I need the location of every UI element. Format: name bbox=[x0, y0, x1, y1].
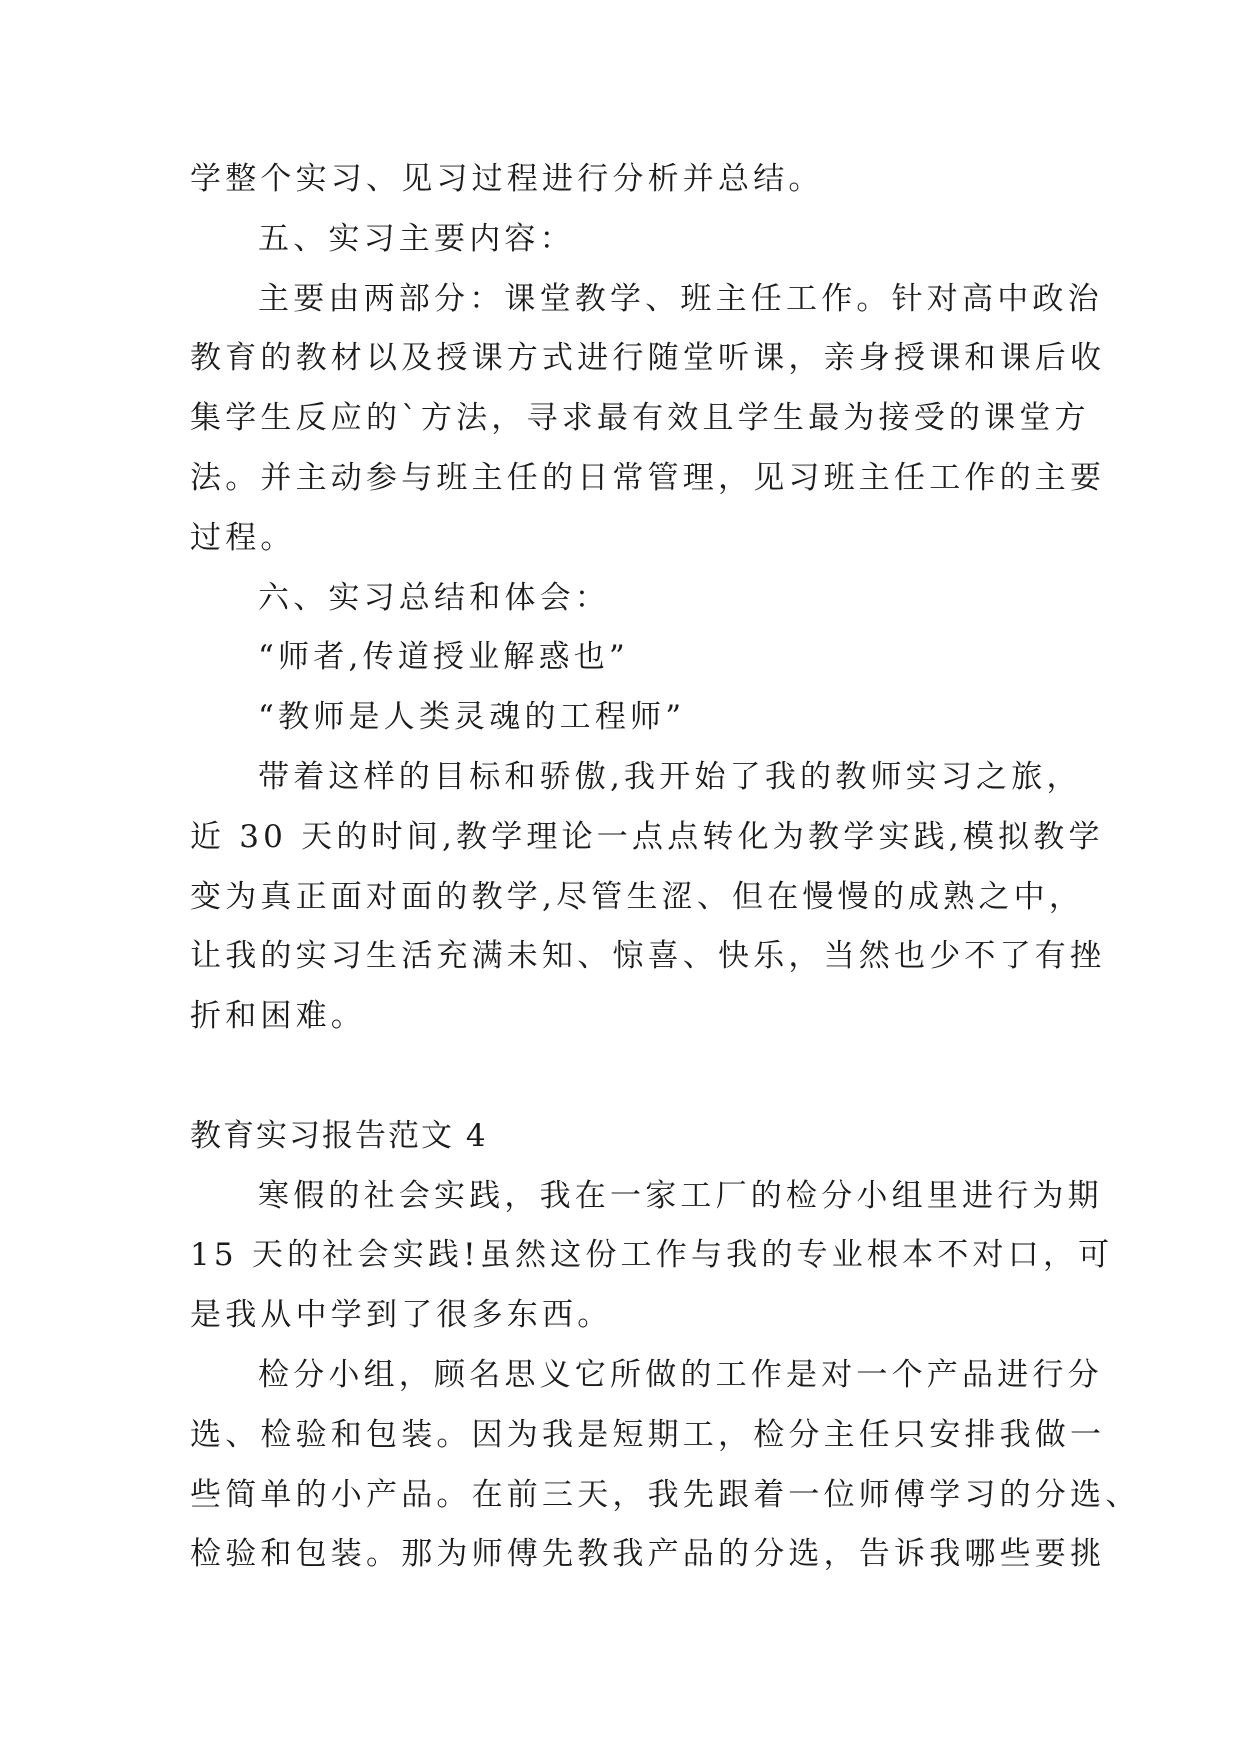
text-line: 选、检验和包装。因为我是短期工，检分主任只安排我做一 bbox=[190, 1416, 1106, 1453]
text-line: 带着这样的目标和骄傲,我开始了我的教师实习之旅， bbox=[258, 758, 1082, 795]
quote-line: “师者,传道授业解惑也” bbox=[258, 639, 629, 676]
text-line: 集学生反应的`方法，寻求最有效且学生最为接受的课堂方 bbox=[190, 400, 1090, 437]
document-body bbox=[190, 150, 1141, 1585]
section-heading-five: 五、实习主要内容： bbox=[258, 220, 575, 257]
text-line: 过程。 bbox=[190, 519, 296, 556]
text-line: 折和困难。 bbox=[190, 998, 366, 1035]
text-line: 些简单的小产品。在前三天，我先跟着一位师傅学习的分选、 bbox=[190, 1476, 1141, 1513]
text-line: 15 天的社会实践!虽然这份工作与我的专业根本不对口，可 bbox=[190, 1237, 1114, 1274]
section-spacer bbox=[190, 1047, 1060, 1107]
text-line: 变为真正面对面的教学,尽管生涩、但在慢慢的成熟之中， bbox=[190, 878, 1085, 915]
section-heading-six: 六、实习总结和体会： bbox=[258, 579, 610, 616]
text-line: 是我从中学到了很多东西。 bbox=[190, 1297, 613, 1334]
text-line: 主要由两部分：课堂教学、班主任工作。针对高中政治 bbox=[258, 280, 1103, 317]
article-title: 教育实习报告范文 4 bbox=[190, 1117, 488, 1154]
text-line: 近 30 天的时间,教学理论一点点转化为教学实践,模拟教学 bbox=[190, 818, 1104, 855]
text-line: 法。并主动参与班主任的日常管理，见习班主任工作的主要 bbox=[190, 459, 1106, 496]
text-line: 检分小组，顾名思义它所做的工作是对一个产品进行分 bbox=[258, 1356, 1103, 1393]
text-line: 寒假的社会实践，我在一家工厂的检分小组里进行为期 bbox=[258, 1177, 1103, 1214]
text-line: 让我的实习生活充满未知、惊喜、快乐，当然也少不了有挫 bbox=[190, 938, 1106, 975]
text-line: 教育的教材以及授课方式进行随堂听课，亲身授课和课后收 bbox=[190, 340, 1106, 377]
text-line: 学整个实习、见习过程进行分析并总结。 bbox=[190, 161, 824, 197]
text-line: 检验和包装。那为师傅先教我产品的分选，告诉我哪些要挑 bbox=[190, 1536, 1106, 1573]
quote-line: “教师是人类灵魂的工程师” bbox=[258, 699, 686, 736]
